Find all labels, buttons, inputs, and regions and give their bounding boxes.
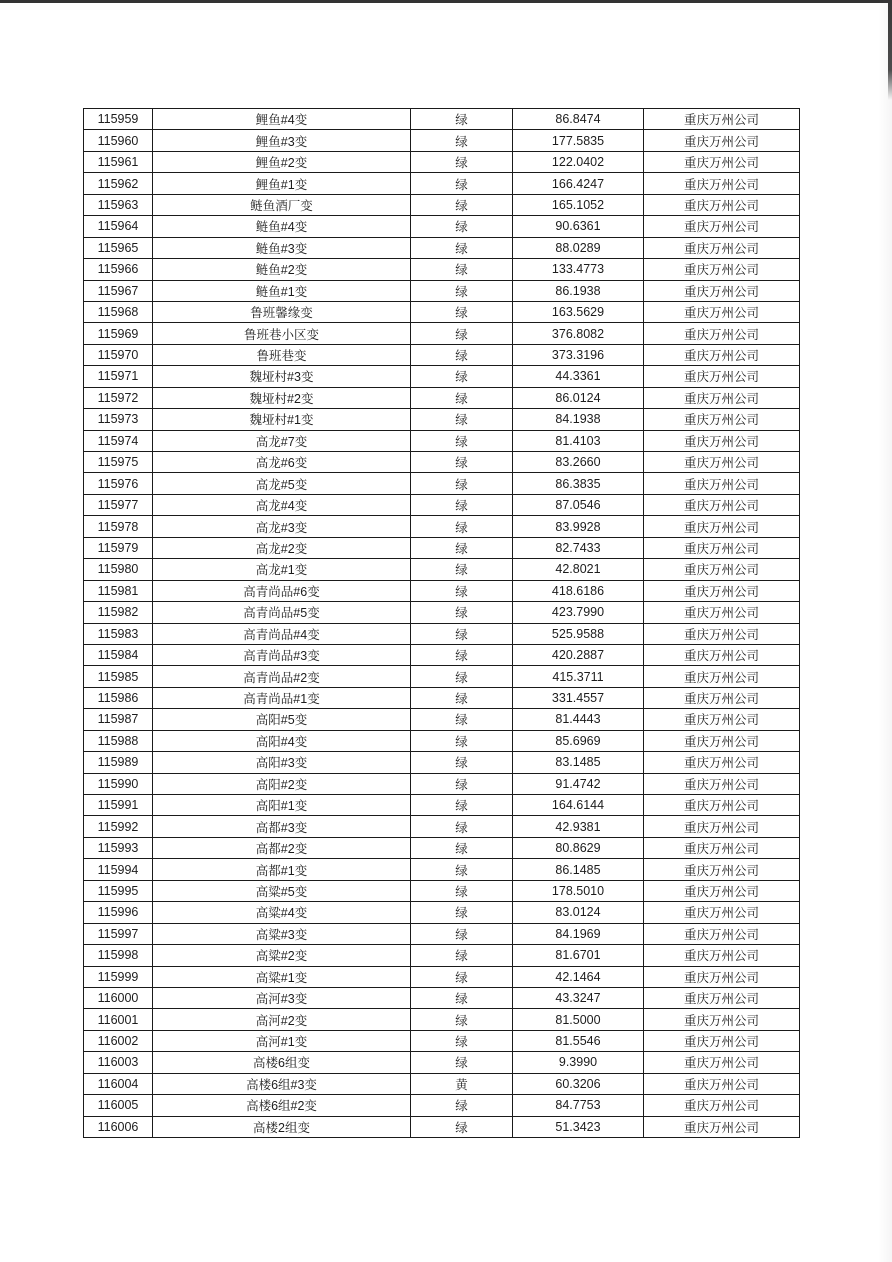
power-value-cell: 178.5010 [513, 880, 644, 901]
station-id-cell: 115973 [84, 409, 153, 430]
power-value-cell: 51.3423 [513, 1116, 644, 1137]
station-id-cell: 115978 [84, 516, 153, 537]
station-id-cell: 115974 [84, 430, 153, 451]
company-cell: 重庆万州公司 [644, 130, 800, 151]
company-cell: 重庆万州公司 [644, 173, 800, 194]
table-row [84, 687, 800, 708]
table-row [84, 430, 800, 451]
power-value-cell: 84.1938 [513, 409, 644, 430]
company-cell: 重庆万州公司 [644, 623, 800, 644]
status-color-cell: 绿 [411, 816, 513, 837]
station-id-cell: 115960 [84, 130, 153, 151]
status-color-cell: 绿 [411, 730, 513, 751]
status-color-cell: 绿 [411, 452, 513, 473]
station-id-cell: 115980 [84, 559, 153, 580]
company-cell: 重庆万州公司 [644, 301, 800, 322]
company-cell: 重庆万州公司 [644, 237, 800, 258]
status-color-cell: 绿 [411, 494, 513, 515]
table-row [84, 730, 800, 751]
company-cell: 重庆万州公司 [644, 216, 800, 237]
status-color-cell: 绿 [411, 109, 513, 130]
power-value-cell: 418.6186 [513, 580, 644, 601]
status-color-cell: 绿 [411, 473, 513, 494]
status-color-cell: 绿 [411, 323, 513, 344]
station-name-cell: 高青尚品#1变 [153, 687, 411, 708]
station-id-cell: 115962 [84, 173, 153, 194]
table-row [84, 1073, 800, 1094]
company-cell: 重庆万州公司 [644, 559, 800, 580]
station-id-cell: 115988 [84, 730, 153, 751]
company-cell: 重庆万州公司 [644, 902, 800, 923]
power-value-cell: 423.7990 [513, 602, 644, 623]
station-name-cell: 高龙#2变 [153, 537, 411, 558]
status-color-cell: 绿 [411, 687, 513, 708]
power-value-cell: 166.4247 [513, 173, 644, 194]
company-cell: 重庆万州公司 [644, 709, 800, 730]
power-value-cell: 83.0124 [513, 902, 644, 923]
status-color-cell: 绿 [411, 516, 513, 537]
power-value-cell: 9.3990 [513, 1052, 644, 1073]
status-color-cell: 绿 [411, 773, 513, 794]
station-name-cell: 鲁班馨缘变 [153, 301, 411, 322]
station-id-cell: 115993 [84, 837, 153, 858]
company-cell: 重庆万州公司 [644, 1073, 800, 1094]
status-color-cell: 绿 [411, 580, 513, 601]
company-cell: 重庆万州公司 [644, 880, 800, 901]
power-value-cell: 60.3206 [513, 1073, 644, 1094]
station-id-cell: 116002 [84, 1030, 153, 1051]
station-id-cell: 116000 [84, 987, 153, 1008]
status-color-cell: 绿 [411, 859, 513, 880]
table-row [84, 259, 800, 280]
status-color-cell: 绿 [411, 280, 513, 301]
station-name-cell: 魏垭村#1变 [153, 409, 411, 430]
station-id-cell: 115963 [84, 194, 153, 215]
station-name-cell: 鲢鱼酒厂变 [153, 194, 411, 215]
status-color-cell: 绿 [411, 666, 513, 687]
table-row [84, 837, 800, 858]
status-color-cell: 绿 [411, 880, 513, 901]
station-name-cell: 鲢鱼#1变 [153, 280, 411, 301]
table-row [84, 880, 800, 901]
station-id-cell: 115982 [84, 602, 153, 623]
station-name-cell: 高楼6组变 [153, 1052, 411, 1073]
station-name-cell: 高龙#6变 [153, 452, 411, 473]
station-name-cell: 鲁班巷变 [153, 344, 411, 365]
table-row [84, 344, 800, 365]
power-value-cell: 83.2660 [513, 452, 644, 473]
table-row [84, 816, 800, 837]
table-row [84, 173, 800, 194]
company-cell: 重庆万州公司 [644, 1009, 800, 1030]
station-name-cell: 高粱#3变 [153, 923, 411, 944]
table-row [84, 795, 800, 816]
status-color-cell: 绿 [411, 1116, 513, 1137]
station-name-cell: 魏垭村#3变 [153, 366, 411, 387]
company-cell: 重庆万州公司 [644, 1116, 800, 1137]
power-value-cell: 81.4103 [513, 430, 644, 451]
company-cell: 重庆万州公司 [644, 151, 800, 172]
power-value-cell: 82.7433 [513, 537, 644, 558]
status-color-cell: 绿 [411, 795, 513, 816]
status-color-cell: 黄 [411, 1073, 513, 1094]
power-value-cell: 81.5546 [513, 1030, 644, 1051]
station-id-cell: 116006 [84, 1116, 153, 1137]
power-value-cell: 81.4443 [513, 709, 644, 730]
company-cell: 重庆万州公司 [644, 109, 800, 130]
station-id-cell: 115965 [84, 237, 153, 258]
station-name-cell: 鲤鱼#2变 [153, 151, 411, 172]
station-name-cell: 高楼6组#2变 [153, 1095, 411, 1116]
power-value-cell: 86.8474 [513, 109, 644, 130]
station-id-cell: 115977 [84, 494, 153, 515]
station-name-cell: 高青尚品#4变 [153, 623, 411, 644]
company-cell: 重庆万州公司 [644, 516, 800, 537]
station-id-cell: 115968 [84, 301, 153, 322]
table-row [84, 494, 800, 515]
table-body [84, 109, 800, 1138]
station-id-cell: 115975 [84, 452, 153, 473]
status-color-cell: 绿 [411, 387, 513, 408]
power-value-cell: 163.5629 [513, 301, 644, 322]
power-value-cell: 165.1052 [513, 194, 644, 215]
table-row [84, 301, 800, 322]
station-id-cell: 116003 [84, 1052, 153, 1073]
company-cell: 重庆万州公司 [644, 859, 800, 880]
station-id-cell: 115987 [84, 709, 153, 730]
status-color-cell: 绿 [411, 602, 513, 623]
table-row [84, 516, 800, 537]
station-id-cell: 115998 [84, 945, 153, 966]
station-name-cell: 高河#1变 [153, 1030, 411, 1051]
station-name-cell: 高龙#4变 [153, 494, 411, 515]
table-row [84, 623, 800, 644]
station-name-cell: 高粱#2变 [153, 945, 411, 966]
station-name-cell: 高楼2组变 [153, 1116, 411, 1137]
table-row [84, 752, 800, 773]
power-value-cell: 164.6144 [513, 795, 644, 816]
station-name-cell: 高都#1变 [153, 859, 411, 880]
company-cell: 重庆万州公司 [644, 473, 800, 494]
company-cell: 重庆万州公司 [644, 644, 800, 665]
status-color-cell: 绿 [411, 923, 513, 944]
station-id-cell: 115981 [84, 580, 153, 601]
station-name-cell: 高粱#5变 [153, 880, 411, 901]
station-name-cell: 鲢鱼#2变 [153, 259, 411, 280]
station-id-cell: 116004 [84, 1073, 153, 1094]
power-value-cell: 81.5000 [513, 1009, 644, 1030]
company-cell: 重庆万州公司 [644, 923, 800, 944]
status-color-cell: 绿 [411, 837, 513, 858]
power-value-cell: 122.0402 [513, 151, 644, 172]
company-cell: 重庆万州公司 [644, 602, 800, 623]
station-name-cell: 高龙#1变 [153, 559, 411, 580]
table-row [84, 902, 800, 923]
power-value-cell: 88.0289 [513, 237, 644, 258]
station-name-cell: 高青尚品#2变 [153, 666, 411, 687]
station-name-cell: 魏垭村#2变 [153, 387, 411, 408]
status-color-cell: 绿 [411, 301, 513, 322]
company-cell: 重庆万州公司 [644, 666, 800, 687]
station-id-cell: 115967 [84, 280, 153, 301]
status-color-cell: 绿 [411, 130, 513, 151]
station-name-cell: 高阳#4变 [153, 730, 411, 751]
company-cell: 重庆万州公司 [644, 194, 800, 215]
company-cell: 重庆万州公司 [644, 537, 800, 558]
status-color-cell: 绿 [411, 987, 513, 1008]
table-row [84, 366, 800, 387]
company-cell: 重庆万州公司 [644, 837, 800, 858]
company-cell: 重庆万州公司 [644, 280, 800, 301]
station-name-cell: 高青尚品#5变 [153, 602, 411, 623]
station-id-cell: 116001 [84, 1009, 153, 1030]
power-value-cell: 42.8021 [513, 559, 644, 580]
company-cell: 重庆万州公司 [644, 366, 800, 387]
station-id-cell: 115972 [84, 387, 153, 408]
status-color-cell: 绿 [411, 709, 513, 730]
status-color-cell: 绿 [411, 644, 513, 665]
station-id-cell: 115984 [84, 644, 153, 665]
station-name-cell: 高河#2变 [153, 1009, 411, 1030]
table-row [84, 409, 800, 430]
status-color-cell: 绿 [411, 151, 513, 172]
station-id-cell: 115996 [84, 902, 153, 923]
station-name-cell: 高龙#5变 [153, 473, 411, 494]
station-id-cell: 115971 [84, 366, 153, 387]
power-value-cell: 86.1938 [513, 280, 644, 301]
company-cell: 重庆万州公司 [644, 816, 800, 837]
table-row [84, 452, 800, 473]
power-value-cell: 86.1485 [513, 859, 644, 880]
station-name-cell: 鲢鱼#3变 [153, 237, 411, 258]
company-cell: 重庆万州公司 [644, 773, 800, 794]
station-name-cell: 高粱#4变 [153, 902, 411, 923]
station-data-table [83, 108, 800, 1138]
station-name-cell: 高楼6组#3变 [153, 1073, 411, 1094]
station-name-cell: 鲢鱼#4变 [153, 216, 411, 237]
power-value-cell: 83.1485 [513, 752, 644, 773]
station-name-cell: 高阳#5变 [153, 709, 411, 730]
table-row [84, 1095, 800, 1116]
company-cell: 重庆万州公司 [644, 795, 800, 816]
table-row [84, 1009, 800, 1030]
station-name-cell: 鲁班巷小区变 [153, 323, 411, 344]
power-value-cell: 84.1969 [513, 923, 644, 944]
status-color-cell: 绿 [411, 216, 513, 237]
table-row [84, 773, 800, 794]
station-name-cell: 高龙#7变 [153, 430, 411, 451]
station-name-cell: 高青尚品#3变 [153, 644, 411, 665]
power-value-cell: 84.7753 [513, 1095, 644, 1116]
company-cell: 重庆万州公司 [644, 580, 800, 601]
table-row [84, 151, 800, 172]
power-value-cell: 91.4742 [513, 773, 644, 794]
company-cell: 重庆万州公司 [644, 966, 800, 987]
status-color-cell: 绿 [411, 409, 513, 430]
table-row [84, 966, 800, 987]
table-row [84, 1030, 800, 1051]
station-name-cell: 鲤鱼#4变 [153, 109, 411, 130]
company-cell: 重庆万州公司 [644, 1052, 800, 1073]
station-id-cell: 115985 [84, 666, 153, 687]
power-value-cell: 83.9928 [513, 516, 644, 537]
power-value-cell: 376.8082 [513, 323, 644, 344]
company-cell: 重庆万州公司 [644, 987, 800, 1008]
table-row [84, 280, 800, 301]
table-row [84, 602, 800, 623]
status-color-cell: 绿 [411, 537, 513, 558]
station-name-cell: 高河#3变 [153, 987, 411, 1008]
power-value-cell: 43.3247 [513, 987, 644, 1008]
company-cell: 重庆万州公司 [644, 323, 800, 344]
station-id-cell: 115970 [84, 344, 153, 365]
company-cell: 重庆万州公司 [644, 1095, 800, 1116]
power-value-cell: 177.5835 [513, 130, 644, 151]
status-color-cell: 绿 [411, 237, 513, 258]
status-color-cell: 绿 [411, 1095, 513, 1116]
status-color-cell: 绿 [411, 945, 513, 966]
table-row [84, 387, 800, 408]
table-row [84, 537, 800, 558]
station-id-cell: 115964 [84, 216, 153, 237]
station-id-cell: 115990 [84, 773, 153, 794]
station-name-cell: 高阳#2变 [153, 773, 411, 794]
table-row [84, 559, 800, 580]
status-color-cell: 绿 [411, 559, 513, 580]
power-value-cell: 80.8629 [513, 837, 644, 858]
status-color-cell: 绿 [411, 173, 513, 194]
company-cell: 重庆万州公司 [644, 752, 800, 773]
power-value-cell: 42.1464 [513, 966, 644, 987]
station-id-cell: 115991 [84, 795, 153, 816]
station-id-cell: 116005 [84, 1095, 153, 1116]
station-id-cell: 115995 [84, 880, 153, 901]
station-id-cell: 115959 [84, 109, 153, 130]
status-color-cell: 绿 [411, 259, 513, 280]
company-cell: 重庆万州公司 [644, 730, 800, 751]
power-value-cell: 85.6969 [513, 730, 644, 751]
station-name-cell: 高阳#3变 [153, 752, 411, 773]
status-color-cell: 绿 [411, 344, 513, 365]
scan-edge-top [0, 0, 892, 3]
station-id-cell: 115999 [84, 966, 153, 987]
table-row [84, 473, 800, 494]
power-value-cell: 373.3196 [513, 344, 644, 365]
status-color-cell: 绿 [411, 430, 513, 451]
table-row [84, 130, 800, 151]
power-value-cell: 87.0546 [513, 494, 644, 515]
power-value-cell: 44.3361 [513, 366, 644, 387]
table-row [84, 709, 800, 730]
station-id-cell: 115989 [84, 752, 153, 773]
status-color-cell: 绿 [411, 1009, 513, 1030]
company-cell: 重庆万州公司 [644, 687, 800, 708]
station-name-cell: 高都#3变 [153, 816, 411, 837]
power-value-cell: 81.6701 [513, 945, 644, 966]
station-name-cell: 高龙#3变 [153, 516, 411, 537]
station-name-cell: 鲤鱼#1变 [153, 173, 411, 194]
status-color-cell: 绿 [411, 902, 513, 923]
station-id-cell: 115992 [84, 816, 153, 837]
table-row [84, 580, 800, 601]
status-color-cell: 绿 [411, 966, 513, 987]
company-cell: 重庆万州公司 [644, 494, 800, 515]
table-row [84, 644, 800, 665]
power-value-cell: 415.3711 [513, 666, 644, 687]
company-cell: 重庆万州公司 [644, 945, 800, 966]
station-id-cell: 115969 [84, 323, 153, 344]
table-row [84, 666, 800, 687]
status-color-cell: 绿 [411, 366, 513, 387]
station-name-cell: 高都#2变 [153, 837, 411, 858]
power-value-cell: 90.6361 [513, 216, 644, 237]
table-row [84, 109, 800, 130]
station-id-cell: 115986 [84, 687, 153, 708]
status-color-cell: 绿 [411, 1030, 513, 1051]
status-color-cell: 绿 [411, 194, 513, 215]
station-name-cell: 高阳#1变 [153, 795, 411, 816]
table-row [84, 216, 800, 237]
company-cell: 重庆万州公司 [644, 1030, 800, 1051]
station-id-cell: 115994 [84, 859, 153, 880]
table-row [84, 194, 800, 215]
station-name-cell: 鲤鱼#3变 [153, 130, 411, 151]
status-color-cell: 绿 [411, 623, 513, 644]
table-row [84, 323, 800, 344]
power-value-cell: 42.9381 [513, 816, 644, 837]
company-cell: 重庆万州公司 [644, 259, 800, 280]
power-value-cell: 86.3835 [513, 473, 644, 494]
company-cell: 重庆万州公司 [644, 387, 800, 408]
station-id-cell: 115997 [84, 923, 153, 944]
company-cell: 重庆万州公司 [644, 409, 800, 430]
table-row [84, 237, 800, 258]
table-row [84, 1116, 800, 1137]
station-id-cell: 115961 [84, 151, 153, 172]
table-row [84, 987, 800, 1008]
scan-edge-right [888, 0, 892, 100]
station-name-cell: 高粱#1变 [153, 966, 411, 987]
table-row [84, 1052, 800, 1073]
scan-edge-right-shadow [878, 0, 892, 1262]
company-cell: 重庆万州公司 [644, 344, 800, 365]
power-value-cell: 86.0124 [513, 387, 644, 408]
table-row [84, 859, 800, 880]
company-cell: 重庆万州公司 [644, 452, 800, 473]
power-value-cell: 331.4557 [513, 687, 644, 708]
status-color-cell: 绿 [411, 1052, 513, 1073]
station-id-cell: 115979 [84, 537, 153, 558]
table-row [84, 945, 800, 966]
company-cell: 重庆万州公司 [644, 430, 800, 451]
power-value-cell: 525.9588 [513, 623, 644, 644]
station-id-cell: 115966 [84, 259, 153, 280]
station-name-cell: 高青尚品#6变 [153, 580, 411, 601]
power-value-cell: 133.4773 [513, 259, 644, 280]
status-color-cell: 绿 [411, 752, 513, 773]
power-value-cell: 420.2887 [513, 644, 644, 665]
table-row [84, 923, 800, 944]
station-id-cell: 115983 [84, 623, 153, 644]
station-id-cell: 115976 [84, 473, 153, 494]
